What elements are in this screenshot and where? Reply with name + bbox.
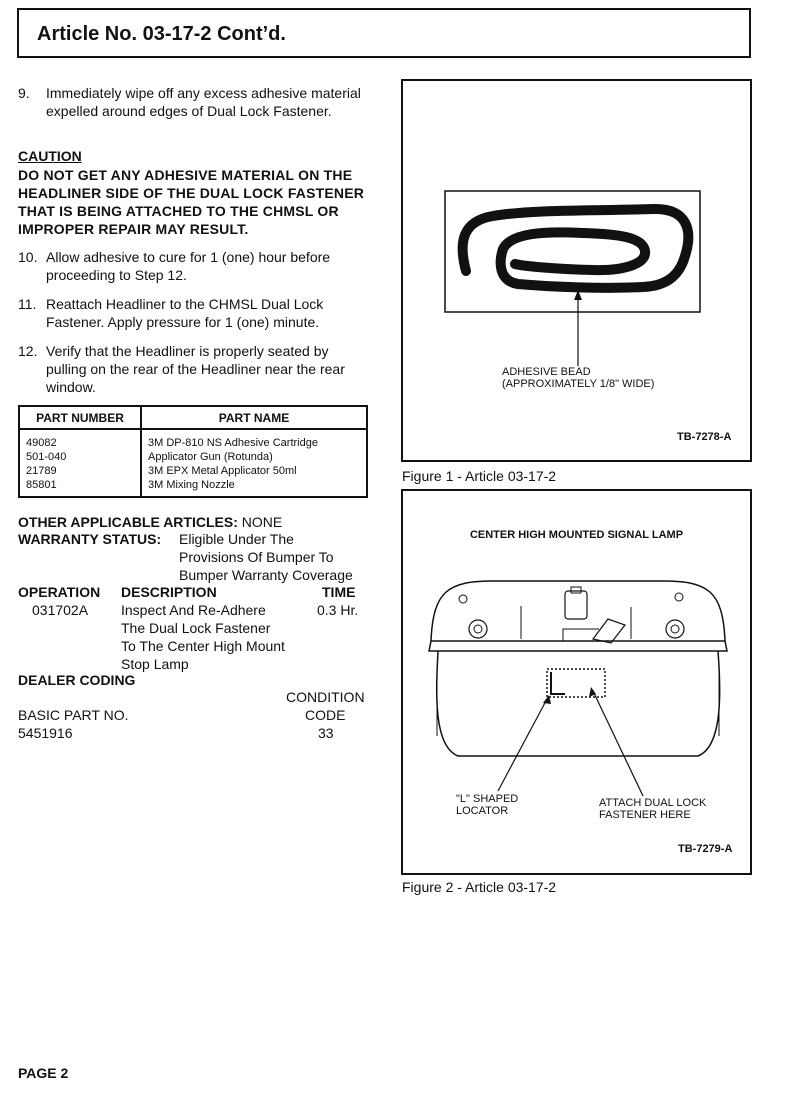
bead-label-1: ADHESIVE BEAD: [502, 366, 591, 378]
lamp-lens-rim: [429, 641, 727, 651]
figure-2: [401, 489, 752, 875]
parts-table: [18, 405, 368, 498]
description-line: To The Center High Mount: [121, 638, 285, 654]
figure-2-caption: Figure 2 - Article 03-17-2: [402, 879, 557, 895]
article-title: Article No. 03-17-2 Cont’d.: [37, 23, 286, 45]
figure-1: [401, 79, 752, 462]
step-number: 12.: [18, 343, 38, 359]
other-articles-label: OTHER APPLICABLE ARTICLES:: [18, 514, 238, 530]
other-articles: [18, 513, 282, 531]
part-name: 3M EPX Metal Applicator 50ml: [148, 465, 297, 477]
locator-label-1: "L" SHAPED: [456, 793, 519, 805]
description-line: The Dual Lock Fastener: [121, 620, 271, 636]
part-number: 21789: [26, 465, 57, 477]
wire-plug: [593, 619, 625, 643]
step-text: Allow adhesive to cure for 1 (one) hour before proceeding to Step 12.: [46, 249, 331, 283]
operation-header: OPERATION: [18, 584, 101, 600]
attach-label-1: ATTACH DUAL LOCK: [599, 797, 707, 809]
condition-label: CONDITION: [286, 689, 365, 705]
part-number: 501-040: [26, 451, 67, 463]
figure-1-caption: Figure 1 - Article 03-17-2: [402, 468, 557, 484]
step-text: Immediately wipe off any excess adhesive material expelled around edges of Dual Lock Fastener.: [46, 85, 361, 119]
page-number: PAGE 2: [18, 1065, 69, 1081]
attach-label-2: FASTENER HERE: [599, 809, 691, 821]
figure-2-ref: TB-7279-A: [678, 843, 733, 855]
warranty-status: [179, 530, 369, 584]
lamp-housing-body: [437, 651, 720, 756]
mounting-hole-right: [666, 620, 684, 638]
warranty-line: Provisions Of Bumper To: [179, 549, 334, 565]
locator-label-2: LOCATOR: [456, 805, 509, 817]
step-number: 9.: [18, 85, 30, 101]
bead-label-2: (APPROXIMATELY 1/8" WIDE): [502, 378, 655, 390]
step-text: Reattach Headliner to the CHMSL Dual Lock Fastener. Apply pressure for 1 (one) minute.: [46, 296, 324, 330]
operation-description: [121, 601, 311, 673]
operation-time: 0.3 Hr.: [317, 602, 359, 618]
caution-body: DO NOT GET ANY ADHESIVE MATERIAL ON THE HEADLINER SIDE OF THE DUAL LOCK FASTENER THAT IS BEING ATTACHED TO THE CHMSL OR IMPROPER REPAIR MAY RESULT.: [18, 167, 365, 237]
warranty-label: WARRANTY STATUS:: [18, 531, 162, 547]
step-number: 10.: [18, 249, 38, 265]
figure-1-ref: TB-7278-A: [677, 431, 732, 443]
caution-heading: CAUTION: [18, 148, 82, 164]
basic-part-value: 5451916: [18, 725, 73, 741]
step-number: 11.: [18, 296, 37, 312]
part-numbers-cell: [19, 429, 141, 497]
description-line: Stop Lamp: [121, 656, 189, 672]
step-11: [18, 295, 363, 331]
part-name: 3M DP-810 NS Adhesive Cartridge: [148, 437, 318, 449]
time-header: TIME: [322, 584, 356, 600]
figure-1-illustration: [403, 81, 750, 460]
part-number: 49082: [26, 437, 57, 449]
part-name: 3M Mixing Nozzle: [148, 479, 235, 491]
other-articles-value: NONE: [241, 514, 283, 530]
description-line: Inspect And Re-Adhere: [121, 602, 266, 618]
adhesive-bead: [463, 209, 689, 288]
fastener-area: [547, 669, 605, 697]
step-12: [18, 342, 363, 396]
description-header: DESCRIPTION: [121, 584, 217, 600]
part-names-cell: [141, 429, 367, 497]
step-10: [18, 248, 363, 284]
part-name: Applicator Gun (Rotunda): [148, 451, 273, 463]
operation-code: 031702A: [32, 602, 89, 618]
connector: [565, 591, 587, 619]
part-number-header: PART NUMBER: [19, 406, 141, 429]
step-text: Verify that the Headliner is properly seated by pulling on the rear of the Headliner near the rear window.: [46, 343, 345, 395]
part-number: 85801: [26, 479, 57, 491]
warranty-line: Bumper Warranty Coverage: [179, 567, 353, 583]
article-header: [17, 8, 751, 58]
l-shaped-locator: [551, 672, 565, 694]
code-value: 33: [318, 725, 334, 741]
step-9: [18, 84, 363, 120]
part-name-header: PART NAME: [141, 406, 367, 429]
dealer-coding-heading: DEALER CODING: [18, 672, 136, 688]
mounting-hole-left: [469, 620, 487, 638]
warranty-line: Eligible Under The: [179, 531, 294, 547]
basic-part-label: BASIC PART NO.: [18, 707, 129, 723]
code-label: CODE: [305, 707, 346, 723]
figure-2-title: CENTER HIGH MOUNTED SIGNAL LAMP: [469, 529, 684, 541]
